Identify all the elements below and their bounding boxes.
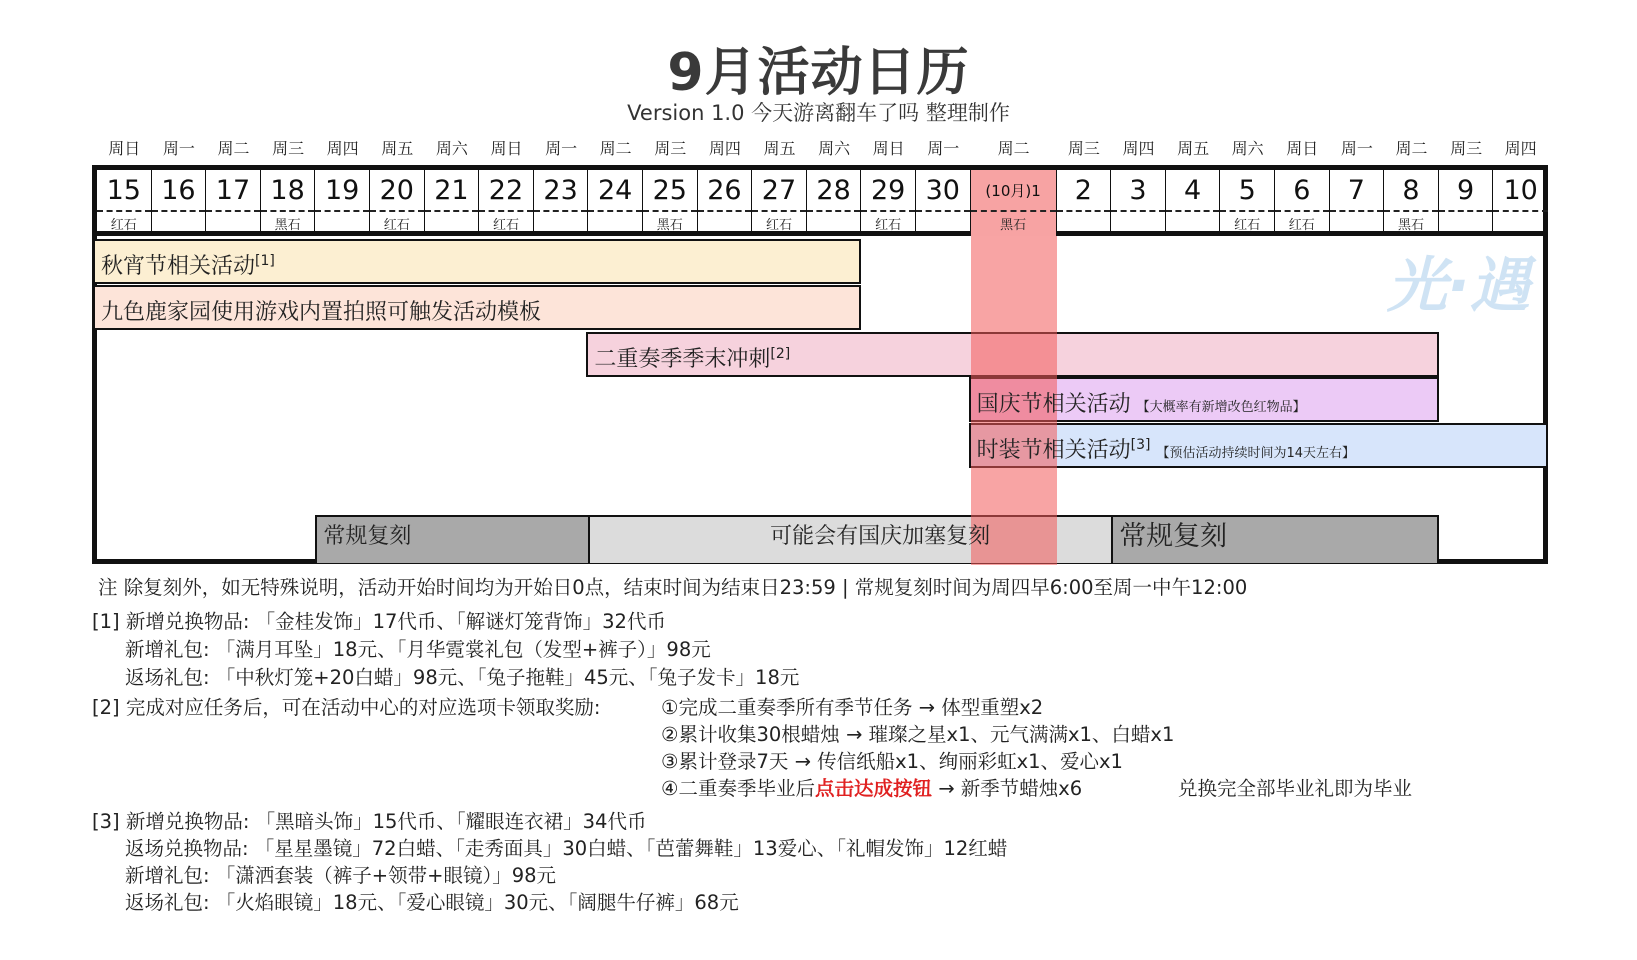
weekday-label: 周六: [1231, 139, 1264, 158]
date-number: 7: [1347, 175, 1365, 206]
highlight-text: 点击达成按钮: [814, 777, 932, 800]
date-cell: [315, 170, 370, 236]
date-cell: [1493, 170, 1548, 236]
dashed-divider: [479, 210, 533, 212]
stone-label: 红石: [492, 218, 519, 233]
weekday-label: 周六: [435, 139, 468, 158]
footnote-ref: [2]: [770, 346, 791, 362]
note-2-item: [661, 773, 1082, 801]
dashed-divider: [1330, 210, 1384, 212]
dashed-divider: [643, 210, 697, 212]
dashed-divider: [1493, 210, 1548, 212]
weekday-label: 周一: [162, 139, 195, 158]
note-3-line: 新增礼包: 「潇洒套装（裤子+领带+眼镜）」98元: [125, 864, 557, 887]
date-number: 28: [816, 175, 851, 206]
date-cell: [1330, 170, 1385, 236]
weekday-label: 周二: [997, 139, 1030, 158]
rerun-bar: [588, 515, 1165, 563]
weekday-label: 周一: [1340, 139, 1373, 158]
dashed-divider: [916, 210, 970, 212]
weekday-label: 周五: [1177, 139, 1210, 158]
date-number: 5: [1238, 175, 1256, 206]
weekday-label: 周三: [1450, 139, 1483, 158]
dashed-divider: [1166, 210, 1220, 212]
weekday-label: 周日: [490, 139, 523, 158]
date-cell: [1439, 170, 1494, 236]
event-note: 【预估活动持续时间为14天左右】: [1156, 446, 1355, 462]
date-number: 22: [488, 175, 524, 206]
weekday-label: 周一: [545, 139, 578, 158]
date-cell: [861, 170, 916, 236]
stone-label: 红石: [875, 218, 902, 233]
date-cell: [807, 170, 862, 236]
date-cell: [588, 170, 643, 236]
note-text: → 新季节蜡烛x6: [932, 777, 1083, 800]
date-cell: [698, 170, 753, 236]
general-note: 注 除复刻外，如无特殊说明，活动开始时间均为开始日0点，结束时间为结束日23:59 | 常规复刻时间为周四早6:00至周一中午12:00: [98, 576, 1248, 599]
stone-label: 黑石: [656, 218, 683, 233]
date-number: 2: [1074, 175, 1092, 206]
date-number: (10月)1: [985, 182, 1041, 200]
date-cell: [643, 170, 698, 236]
note-text: ④二重奏季毕业后: [661, 777, 815, 800]
date-number: 23: [543, 175, 578, 206]
weekday-label: 周日: [108, 139, 141, 158]
note-2-head: [2] 完成对应任务后，可在活动中心的对应选项卡领取奖励:: [92, 696, 601, 719]
stone-label: 黑石: [274, 218, 301, 233]
dashed-divider: [1111, 210, 1165, 212]
dashed-divider: [752, 210, 806, 212]
date-number: 30: [925, 175, 960, 206]
stone-label: 红石: [1234, 218, 1261, 233]
date-cell: [1275, 170, 1330, 236]
note-3-line: 返场礼包: 「火焰眼镜」18元、「爱心眼镜」30元、「阔腿牛仔裤」68元: [125, 891, 739, 914]
event-label: 二重奏季季末冲刺: [594, 347, 771, 373]
dashed-divider: [1220, 210, 1274, 212]
weekday-label: 周四: [1122, 139, 1155, 158]
date-cell: [1384, 170, 1439, 236]
date-number: 26: [707, 175, 742, 206]
footnote-ref: [3]: [1130, 437, 1151, 453]
dashed-divider: [261, 210, 315, 212]
note-2-item: ②累计收集30根蜡烛 → 璀璨之星x1、元气满满x1、白蜡x1: [661, 723, 1175, 746]
dashed-divider: [588, 210, 642, 212]
dashed-divider: [807, 210, 861, 212]
dashed-divider: [861, 210, 915, 212]
date-cell: [261, 170, 316, 236]
date-cell: [916, 170, 971, 236]
weekday-label: 周日: [1286, 139, 1319, 158]
date-number: 6: [1293, 175, 1311, 206]
weekday-label: 周四: [1504, 139, 1537, 158]
event-bar: [95, 239, 861, 284]
note-2-item: ①完成二重奏季所有季节任务 → 体型重塑x2: [661, 696, 1044, 719]
note-1-line: 新增礼包: 「满月耳坠」18元、「月华霓裳礼包（发型+裤子）」98元: [125, 638, 711, 661]
note-2-extra: 兑换完全部毕业礼即为毕业: [1178, 777, 1413, 800]
date-number: 25: [652, 175, 687, 206]
stone-label: 红石: [110, 218, 137, 233]
rerun-label: 可能会有国庆加塞复刻: [770, 524, 991, 549]
note-3-line: [3] 新增兑换物品: 「黑暗头饰」15代币、「耀眼连衣裙」34代币: [92, 810, 647, 833]
weekday-label: 周三: [272, 139, 305, 158]
dashed-divider: [534, 210, 588, 212]
weekday-label: 周四: [708, 139, 741, 158]
weekday-label: 周日: [872, 139, 905, 158]
weekday-label: 周三: [654, 139, 687, 158]
dashed-divider: [315, 210, 369, 212]
weekday-label: 周五: [763, 139, 796, 158]
rerun-label: 常规复刻: [323, 524, 412, 549]
date-cell: [971, 170, 1057, 236]
game-logo-watermark: 光·遇: [1387, 251, 1530, 321]
note-2-item: ③累计登录7天 → 传信纸船x1、绚丽彩虹x1、爱心x1: [661, 750, 1123, 773]
date-cell: [152, 170, 207, 236]
date-cell: [206, 170, 261, 236]
date-cell: [1111, 170, 1166, 236]
date-number: 9: [1457, 175, 1475, 206]
dashed-divider: [97, 210, 151, 212]
note-1-line: [1] 新增兑换物品: 「金桂发饰」17代币、「解谜灯笼背饰」32代币: [92, 610, 666, 633]
weekday-label: 周二: [217, 139, 250, 158]
date-cell: [1220, 170, 1275, 236]
weekday-label: 周五: [381, 139, 414, 158]
stone-label: 红石: [1288, 218, 1315, 233]
date-cell: [1057, 170, 1112, 236]
date-cell: [752, 170, 807, 236]
event-bar: [95, 285, 861, 330]
date-number: 16: [161, 175, 196, 206]
date-number: 24: [598, 175, 633, 206]
dashed-divider: [425, 210, 479, 212]
date-number: 3: [1129, 175, 1147, 206]
event-label: 九色鹿家园使用游戏内置拍照可触发活动模板: [101, 300, 542, 326]
dashed-divider: [1439, 210, 1493, 212]
dashed-divider: [1384, 210, 1438, 212]
date-number: 19: [325, 175, 360, 206]
date-number: 27: [761, 175, 797, 206]
weekday-label: 周一: [927, 139, 960, 158]
date-number: 21: [434, 175, 469, 206]
date-number: 29: [871, 175, 906, 206]
dashed-divider: [971, 210, 1056, 212]
dashed-divider: [698, 210, 752, 212]
date-number: 10: [1503, 175, 1538, 206]
date-number: 17: [215, 175, 251, 206]
date-number: 4: [1184, 175, 1202, 206]
weekday-label: 周二: [1395, 139, 1428, 158]
stone-label: 黑石: [1000, 218, 1027, 233]
dashed-divider: [1057, 210, 1111, 212]
weekday-label: 周二: [599, 139, 632, 158]
date-number: 15: [106, 175, 141, 206]
date-row: [97, 170, 1543, 236]
dashed-divider: [206, 210, 260, 212]
event-label: 时装节相关活动: [976, 438, 1131, 464]
date-number: 8: [1402, 175, 1420, 206]
footnote-ref: [1]: [255, 253, 275, 269]
note-3-line: 返场兑换物品: 「星星墨镜」72白蜡、「走秀面具」30白蜡、「芭蕾舞鞋」13爱心、「礼帽发饰」12红蜡: [125, 837, 1008, 860]
stone-label: 红石: [383, 218, 410, 233]
note-1-line: 返场礼包: 「中秋灯笼+20白蜡」98元、「兔子拖鞋」45元、「兔子发卡」18元: [125, 666, 800, 689]
weekday-row: [97, 136, 1543, 158]
stone-label: 红石: [765, 218, 792, 233]
date-cell: [370, 170, 425, 236]
subtitle: Version 1.0 今天游离翻车了吗 整理制作: [627, 101, 1010, 125]
date-number: 18: [270, 175, 305, 206]
event-label: 秋宵节相关活动: [101, 254, 256, 280]
event-label: 国庆节相关活动: [976, 392, 1131, 418]
weekday-label: 周六: [818, 139, 851, 158]
page-title: 9月活动日历: [667, 43, 970, 103]
date-cell: [479, 170, 534, 236]
rerun-bar: [1111, 515, 1439, 563]
date-cell: [534, 170, 589, 236]
dashed-divider: [370, 210, 424, 212]
rerun-label: 常规复刻: [1119, 521, 1228, 552]
date-number: 20: [379, 175, 414, 206]
event-note: 【大概率有新增改色红物品】: [1136, 400, 1306, 416]
date-cell: [1166, 170, 1221, 236]
dashed-divider: [152, 210, 206, 212]
date-cell: [425, 170, 480, 236]
stone-label: 黑石: [1397, 218, 1424, 233]
dashed-divider: [1275, 210, 1329, 212]
calendar-table: [92, 165, 1548, 564]
weekday-label: 周四: [326, 139, 359, 158]
date-cell: [97, 170, 152, 236]
weekday-label: 周三: [1067, 139, 1100, 158]
